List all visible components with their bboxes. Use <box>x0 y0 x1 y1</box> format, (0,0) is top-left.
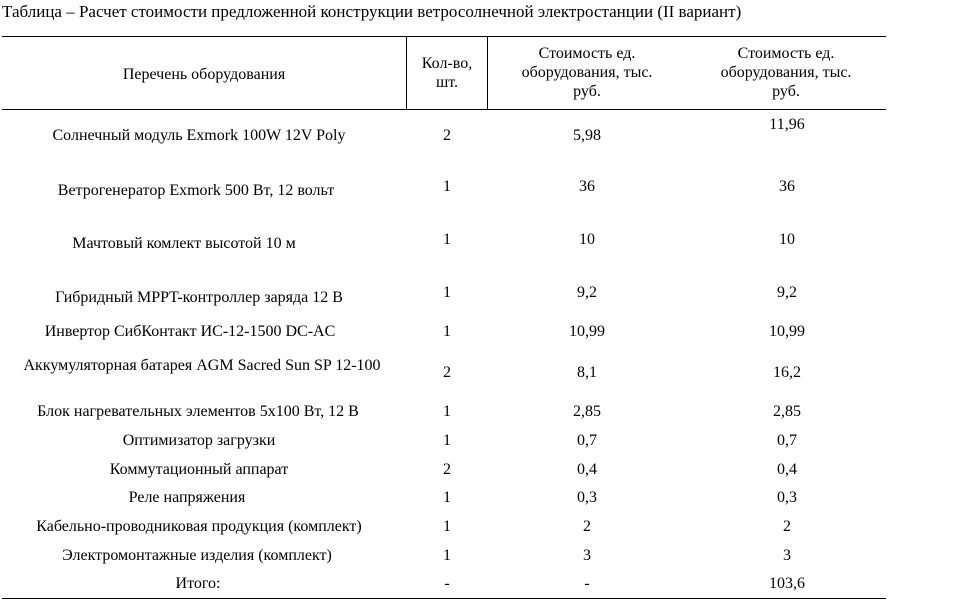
equipment-name: Инвертор СибКонтакт ИС-12-1500 DC-AC <box>44 323 336 340</box>
header-divider-1 <box>406 36 407 110</box>
quantity: 2 <box>443 127 451 144</box>
quantity: 1 <box>443 489 451 506</box>
quantity: 2 <box>443 461 451 478</box>
quantity: 1 <box>443 178 451 195</box>
quantity: 1 <box>443 323 451 340</box>
quantity: - <box>444 575 450 592</box>
total-cost: 36 <box>779 178 795 195</box>
equipment-name: Аккумуляторная батарея AGM Sacred Sun SP 12-100 <box>23 357 381 374</box>
unit-cost: 2 <box>583 518 591 535</box>
total-cost: 3 <box>783 547 791 564</box>
unit-cost: 3 <box>583 547 591 564</box>
unit-cost: 36 <box>579 178 595 195</box>
total-cost: 11,96 <box>769 116 805 133</box>
unit-cost: - <box>584 575 590 592</box>
quantity: 1 <box>443 231 451 248</box>
unit-cost: 8,1 <box>577 364 597 381</box>
equipment-name: Блок нагревательных элементов 5х100 Вт, 12 В <box>37 403 359 420</box>
equipment-name: Солнечный модуль Exmork 100W 12V Poly <box>52 127 346 144</box>
unit-cost: 2,85 <box>573 403 601 420</box>
table-caption: Таблица – Расчет стоимости предложенной конструкции ветросолнечной электростанции (II вариант) <box>2 2 742 21</box>
equipment-name: Коммутационный аппарат <box>109 461 289 478</box>
unit-cost: 0,3 <box>577 489 597 506</box>
unit-cost: 0,7 <box>577 432 597 449</box>
total-cost: 2,85 <box>773 403 801 420</box>
equipment-name: Реле напряжения <box>128 489 246 506</box>
table-bottom-rule <box>2 598 886 599</box>
equipment-name: Оптимизатор загрузки <box>122 432 276 449</box>
header-unit-cost: Стоимость ед. оборудования, тыс. руб. <box>521 45 653 100</box>
total-cost: 10,99 <box>769 323 805 340</box>
header-total-cost: Стоимость ед. оборудования, тыс. руб. <box>720 45 852 100</box>
quantity: 1 <box>443 403 451 420</box>
quantity: 1 <box>443 518 451 535</box>
quantity: 1 <box>443 284 451 301</box>
total-cost: 0,3 <box>777 489 797 506</box>
header-bottom-rule <box>2 109 886 110</box>
header-divider-2 <box>487 36 488 110</box>
unit-cost: 0,4 <box>577 461 597 478</box>
total-cost: 9,2 <box>777 284 797 301</box>
equipment-name: Гибридный MPPT-контроллер заряда 12 В <box>55 289 343 306</box>
unit-cost: 9,2 <box>577 284 597 301</box>
quantity: 2 <box>443 364 451 381</box>
quantity: 1 <box>443 547 451 564</box>
total-cost: 10 <box>779 231 795 248</box>
unit-cost: 10,99 <box>569 323 605 340</box>
equipment-name: Электромонтажные изделия (комплект) <box>62 547 332 564</box>
total-label: Итого: <box>175 575 221 592</box>
total-cost: 16,2 <box>773 364 801 381</box>
equipment-name: Ветрогенератор Exmork 500 Вт, 12 вольт <box>57 182 335 199</box>
equipment-name: Мачтовый комлект высотой 10 м <box>72 235 296 252</box>
unit-cost: 5,98 <box>573 127 601 144</box>
header-name: Перечень оборудования <box>122 66 286 83</box>
unit-cost: 10 <box>579 231 595 248</box>
grand-total: 103,6 <box>769 575 805 592</box>
equipment-name: Кабельно-проводниковая продукция (комплект) <box>36 518 362 535</box>
total-cost: 2 <box>783 518 791 535</box>
total-cost: 0,7 <box>777 432 797 449</box>
quantity: 1 <box>443 432 451 449</box>
header-top-rule <box>2 36 886 37</box>
total-cost: 0,4 <box>777 461 797 478</box>
header-qty: Кол-во, шт. <box>421 55 473 91</box>
